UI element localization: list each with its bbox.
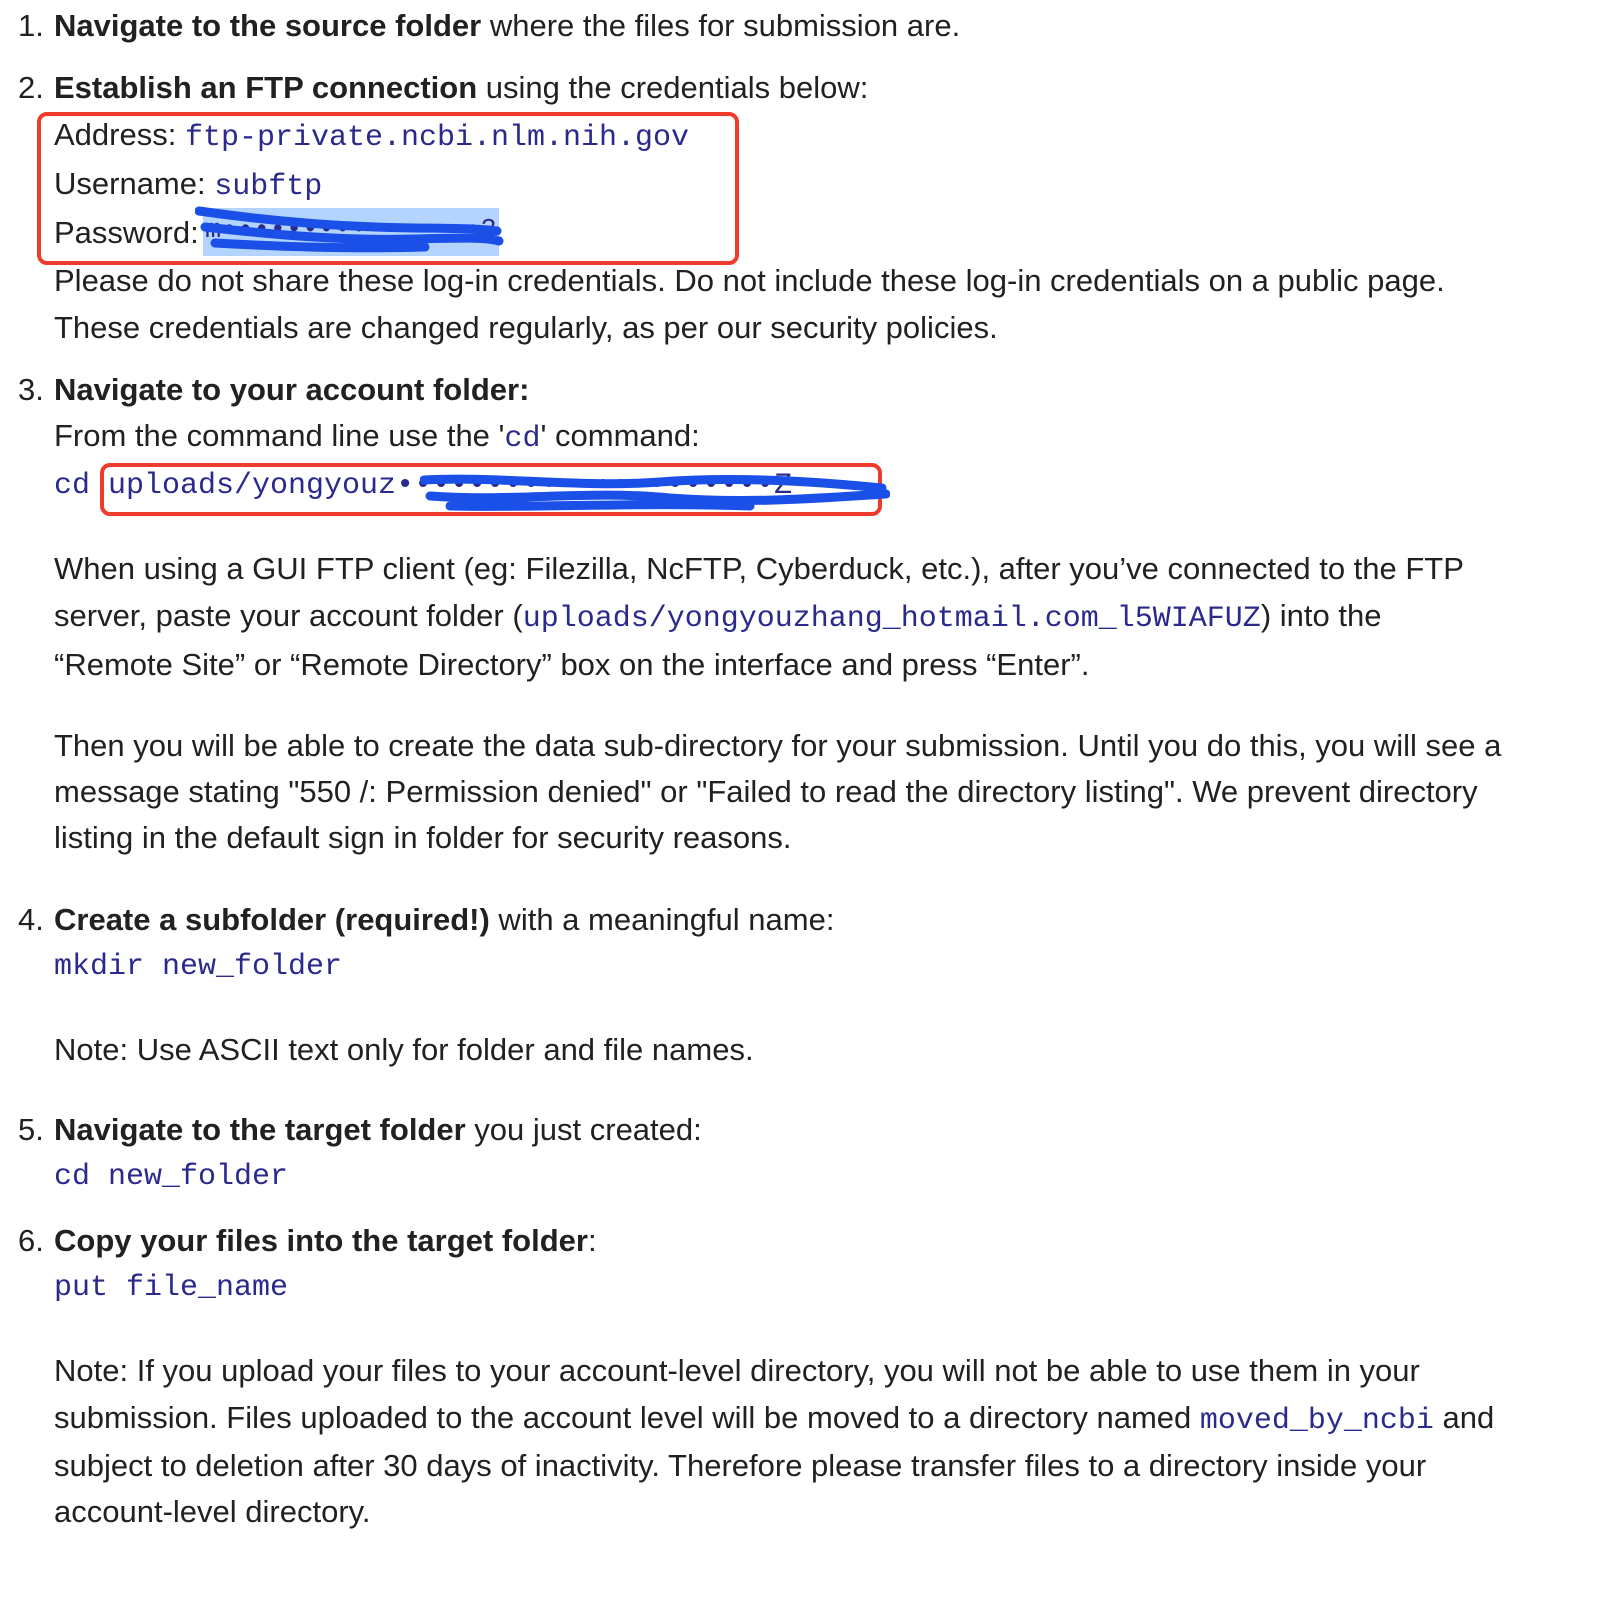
cd-new-folder-command[interactable]: cd new_folder (54, 1160, 289, 1194)
step-2-desc: using the credentials below: (477, 70, 869, 105)
then-line-3: listing in the default sign in folder for security reasons. (54, 820, 792, 855)
gui-line-1: When using a GUI FTP client (eg: Filezilla, NcFTP, Cyberduck, etc.), after you’ve connected to the FTP (54, 551, 1464, 586)
password-line (54, 215, 199, 251)
step-1-number: 1. (18, 8, 44, 43)
address-line (54, 117, 689, 155)
step-2-title: Establish an FTP connection (54, 70, 478, 105)
upload-note-line-3: subject to deletion after 30 days of inactivity. Therefore please transfer files to a directory inside your (54, 1448, 1427, 1483)
cd-account-prefix: cd (54, 469, 109, 503)
put-command[interactable]: put file_name (54, 1271, 289, 1305)
username-line (54, 166, 322, 204)
step-5-number: 5. (18, 1112, 44, 1147)
upload-note-line-1: Note: If you upload your files to your account-level directory, you will not be able to use them in your (54, 1353, 1420, 1388)
step-3-text (54, 372, 529, 408)
step-6-number: 6. (18, 1223, 44, 1258)
cd-intro-pre: From the command line use the ' (54, 418, 505, 453)
step-1-text (54, 8, 960, 44)
mkdir-command[interactable]: mkdir new_folder (54, 950, 343, 984)
moved-by-ncbi-code: moved_by_ncbi (1199, 1404, 1434, 1438)
step-4-title: Create a subfolder (required!) (54, 902, 490, 937)
step-4-text (54, 902, 834, 938)
then-line-1: Then you will be able to create the data sub-directory for your submission. Until you do this, you will see a (54, 728, 1502, 763)
upload-note-line-2 (54, 1400, 1494, 1438)
step-5-desc: you just created: (465, 1112, 702, 1147)
step-1-title: Navigate to the source folder (54, 8, 482, 43)
step-5-text (54, 1112, 702, 1148)
step-4-desc: with a meaningful name: (489, 902, 835, 937)
username-label: Username: (54, 166, 215, 201)
password-redaction-scribble (195, 205, 505, 255)
cd-account-path: uploads/yongyouz•••••••••••••••••••••Z (108, 469, 793, 503)
step-6-title: Copy your files into the target folder (54, 1223, 588, 1258)
gui-line-2-pre: server, paste your account folder ( (54, 598, 523, 633)
upload-note-line-2-post: and (1433, 1400, 1495, 1435)
password-value[interactable]: m••••••••••••••••3 (205, 216, 497, 246)
gui-line-3: “Remote Site” or “Remote Directory” box on the interface and press “Enter”. (54, 647, 1090, 682)
address-label: Address: (54, 117, 185, 152)
step-2-text (54, 70, 868, 106)
step-6-desc: : (587, 1223, 597, 1258)
step-6-text (54, 1223, 597, 1259)
step-4-number: 4. (18, 902, 44, 937)
step-3-number: 3. (18, 372, 44, 407)
gui-line-2-post: ) into the (1260, 598, 1382, 633)
account-path-redaction-scribble (420, 468, 890, 512)
step-5-title: Navigate to the target folder (54, 1112, 466, 1147)
password-label: Password: (54, 215, 199, 250)
upload-note-line-2-pre: submission. Files uploaded to the account level will be moved to a directory named (54, 1400, 1200, 1435)
ascii-note: Note: Use ASCII text only for folder and file names. (54, 1032, 754, 1067)
step-2-number: 2. (18, 70, 44, 105)
cd-intro-post: ' command: (540, 418, 700, 453)
step-3-title: Navigate to your account folder: (54, 372, 530, 407)
username-value[interactable]: subftp (214, 170, 323, 204)
address-value[interactable]: ftp-private.ncbi.nlm.nih.gov (184, 121, 690, 155)
credentials-note-2: These credentials are changed regularly, as per our security policies. (54, 310, 998, 345)
then-line-2: message stating "550 /: Permission denied" or "Failed to read the directory listing". We prevent directory (54, 774, 1478, 809)
upload-note-line-4: account-level directory. (54, 1494, 371, 1529)
cd-intro-code: cd (504, 422, 541, 456)
gui-account-folder[interactable]: uploads/yongyouzhang_hotmail.com_l5WIAFUZ (522, 602, 1261, 636)
step-1-desc: where the files for submission are. (481, 8, 961, 43)
credentials-note-1: Please do not share these log-in credentials. Do not include these log-in credentials on a public page. (54, 263, 1445, 298)
cd-intro-line (54, 418, 700, 456)
gui-line-2 (54, 598, 1381, 636)
